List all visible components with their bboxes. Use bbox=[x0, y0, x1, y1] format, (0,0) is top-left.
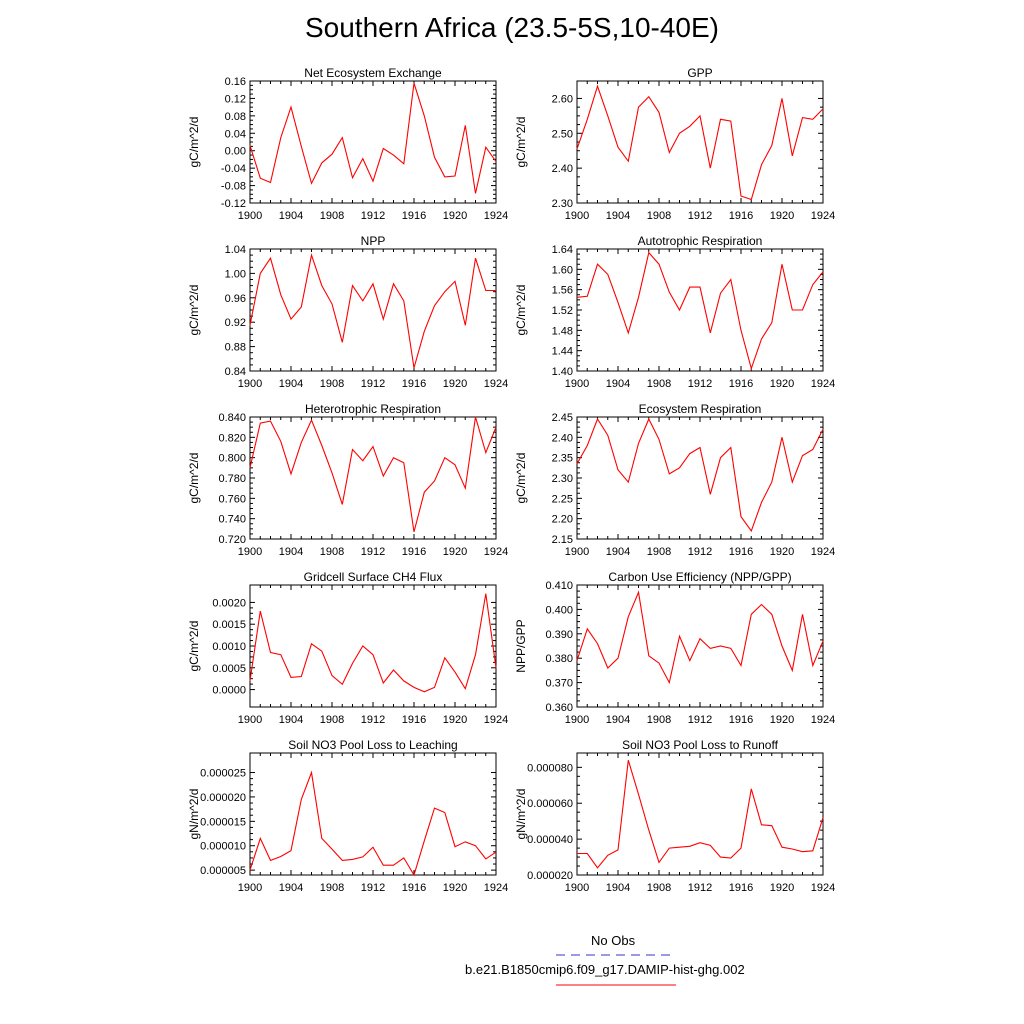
y-tick-label: 2.30 bbox=[551, 198, 573, 210]
x-tick-label: 1908 bbox=[319, 546, 345, 558]
panel-title: Gridcell Surface CH4 Flux bbox=[303, 570, 443, 584]
x-tick-label: 1912 bbox=[687, 210, 713, 222]
plot-frame bbox=[577, 249, 823, 371]
series-line bbox=[577, 419, 823, 531]
y-axis-label: gN/m^2/d bbox=[187, 788, 201, 840]
x-tick-label: 1916 bbox=[728, 546, 754, 558]
y-tick-label: 0.16 bbox=[224, 76, 246, 88]
legend-model-label: b.e21.B1850cmip6.f09_g17.DAMIP-hist-ghg.002 bbox=[465, 962, 745, 977]
x-tick-label: 1900 bbox=[237, 546, 263, 558]
x-tick-label: 1912 bbox=[360, 546, 386, 558]
y-tick-label: 0.370 bbox=[545, 677, 573, 690]
x-tick-label: 1924 bbox=[810, 210, 836, 222]
y-tick-label: 0.000020 bbox=[527, 870, 573, 882]
x-tick-label: 1916 bbox=[728, 882, 754, 894]
y-tick-label: 0.840 bbox=[218, 412, 246, 424]
y-tick-label: 0.760 bbox=[218, 493, 246, 506]
y-axis-label: gC/m^2/d bbox=[187, 620, 201, 672]
panel-title: Soil NO3 Pool Loss to Runoff bbox=[622, 738, 778, 752]
panel-title: Carbon Use Efficiency (NPP/GPP) bbox=[608, 570, 792, 584]
x-tick-label: 1904 bbox=[278, 546, 304, 558]
x-tick-label: 1908 bbox=[646, 210, 672, 222]
y-tick-label: -0.04 bbox=[220, 163, 246, 176]
y-axis-label: NPP/GPP bbox=[514, 619, 528, 673]
y-tick-label: 0.0015 bbox=[212, 619, 246, 632]
y-tick-label: 0.84 bbox=[224, 366, 246, 378]
y-tick-label: 0.0020 bbox=[212, 597, 246, 610]
x-tick-label: 1912 bbox=[687, 714, 713, 726]
series-line bbox=[577, 86, 823, 199]
y-tick-label: 2.40 bbox=[551, 432, 573, 445]
series-line bbox=[250, 83, 496, 193]
chart-panel bbox=[514, 234, 835, 390]
x-tick-label: 1904 bbox=[605, 882, 631, 894]
y-tick-label: 0.000080 bbox=[527, 762, 573, 775]
chart-panel bbox=[514, 402, 835, 558]
y-tick-label: 2.50 bbox=[551, 128, 573, 141]
chart-panel bbox=[187, 738, 508, 894]
x-tick-label: 1912 bbox=[360, 714, 386, 726]
x-tick-label: 1908 bbox=[319, 882, 345, 894]
x-tick-label: 1916 bbox=[401, 714, 427, 726]
chart-panel bbox=[187, 570, 508, 726]
x-tick-label: 1900 bbox=[564, 378, 590, 390]
x-tick-label: 1920 bbox=[769, 882, 795, 894]
x-tick-label: 1908 bbox=[646, 378, 672, 390]
x-tick-label: 1900 bbox=[237, 378, 263, 390]
x-tick-label: 1900 bbox=[237, 882, 263, 894]
plot-frame bbox=[250, 81, 496, 203]
x-tick-label: 1904 bbox=[605, 210, 631, 222]
y-tick-label: 0.740 bbox=[218, 513, 246, 526]
x-tick-label: 1920 bbox=[442, 882, 468, 894]
plot-frame bbox=[577, 81, 823, 203]
series-line bbox=[250, 417, 496, 532]
y-tick-label: 0.000005 bbox=[200, 865, 246, 878]
x-tick-label: 1920 bbox=[769, 714, 795, 726]
panel-title: Net Ecosystem Exchange bbox=[304, 66, 442, 80]
x-tick-label: 1908 bbox=[319, 210, 345, 222]
y-tick-label: -0.08 bbox=[220, 180, 246, 193]
plot-frame bbox=[577, 753, 823, 875]
x-tick-label: 1916 bbox=[401, 210, 427, 222]
x-tick-label: 1924 bbox=[483, 714, 509, 726]
y-tick-label: 2.45 bbox=[551, 412, 573, 424]
x-tick-label: 1924 bbox=[483, 210, 509, 222]
y-tick-label: 0.96 bbox=[224, 292, 246, 305]
x-tick-label: 1916 bbox=[728, 210, 754, 222]
y-tick-label: 2.25 bbox=[551, 493, 573, 506]
x-tick-label: 1912 bbox=[360, 210, 386, 222]
x-tick-label: 1900 bbox=[564, 210, 590, 222]
x-tick-label: 1912 bbox=[687, 378, 713, 390]
y-tick-label: 0.88 bbox=[224, 341, 246, 354]
y-tick-label: 2.20 bbox=[551, 513, 573, 526]
y-axis-label: gC/m^2/d bbox=[187, 116, 201, 168]
x-tick-label: 1900 bbox=[564, 714, 590, 726]
y-tick-label: 0.000010 bbox=[200, 840, 246, 853]
y-tick-label: 0.000060 bbox=[527, 798, 573, 811]
x-tick-label: 1908 bbox=[319, 714, 345, 726]
x-tick-label: 1916 bbox=[728, 378, 754, 390]
panel-title: NPP bbox=[360, 234, 386, 248]
y-tick-label: 2.40 bbox=[551, 163, 573, 176]
plot-frame bbox=[250, 417, 496, 539]
y-tick-label: 0.390 bbox=[545, 628, 573, 641]
panel-title: Heterotrophic Respiration bbox=[304, 402, 442, 416]
x-tick-label: 1916 bbox=[401, 546, 427, 558]
series-line bbox=[250, 255, 496, 368]
x-tick-label: 1916 bbox=[401, 882, 427, 894]
y-tick-label: 1.40 bbox=[551, 366, 573, 378]
series-line bbox=[250, 594, 496, 692]
y-tick-label: 1.56 bbox=[551, 284, 573, 297]
x-tick-label: 1924 bbox=[483, 378, 509, 390]
chart-panel bbox=[514, 66, 835, 222]
panel-title: GPP bbox=[687, 66, 713, 80]
y-tick-label: 0.0000 bbox=[212, 684, 246, 697]
x-tick-label: 1924 bbox=[483, 882, 509, 894]
y-axis-label: gC/m^2/d bbox=[514, 452, 528, 504]
y-tick-label: 0.410 bbox=[545, 580, 573, 592]
x-tick-label: 1908 bbox=[646, 546, 672, 558]
x-tick-label: 1900 bbox=[564, 546, 590, 558]
x-tick-label: 1912 bbox=[360, 378, 386, 390]
x-tick-label: 1912 bbox=[360, 882, 386, 894]
x-tick-label: 1904 bbox=[278, 210, 304, 222]
panel-title: Soil NO3 Pool Loss to Leaching bbox=[288, 738, 458, 752]
series-line bbox=[577, 253, 823, 369]
plot-frame bbox=[250, 585, 496, 707]
y-tick-label: 0.92 bbox=[224, 317, 246, 330]
x-tick-label: 1920 bbox=[442, 714, 468, 726]
y-tick-label: 1.00 bbox=[224, 268, 246, 281]
x-tick-label: 1920 bbox=[442, 210, 468, 222]
y-tick-label: 1.04 bbox=[224, 244, 246, 256]
chart-panel bbox=[187, 234, 508, 390]
y-tick-label: 0.0005 bbox=[212, 662, 246, 675]
y-tick-label: 0.380 bbox=[545, 653, 573, 666]
x-tick-label: 1920 bbox=[442, 546, 468, 558]
plot-frame bbox=[577, 585, 823, 707]
y-tick-label: 0.00 bbox=[224, 145, 246, 158]
y-tick-label: 0.08 bbox=[224, 110, 246, 123]
y-tick-label: 0.720 bbox=[218, 534, 246, 546]
y-tick-label: 1.44 bbox=[551, 345, 573, 358]
series-line bbox=[250, 773, 496, 876]
y-axis-label: gC/m^2/d bbox=[187, 284, 201, 336]
x-tick-label: 1920 bbox=[769, 546, 795, 558]
x-tick-label: 1920 bbox=[442, 378, 468, 390]
x-tick-label: 1912 bbox=[687, 546, 713, 558]
x-tick-label: 1908 bbox=[646, 882, 672, 894]
main-title: Southern Africa (23.5-5S,10-40E) bbox=[304, 12, 719, 43]
plot-frame bbox=[250, 753, 496, 875]
x-tick-label: 1920 bbox=[769, 210, 795, 222]
x-tick-label: 1924 bbox=[810, 546, 836, 558]
x-tick-label: 1920 bbox=[769, 378, 795, 390]
chart-panel bbox=[187, 66, 508, 222]
x-tick-label: 1908 bbox=[319, 378, 345, 390]
x-tick-label: 1924 bbox=[810, 714, 836, 726]
chart-panel bbox=[514, 738, 835, 894]
x-tick-label: 1916 bbox=[401, 378, 427, 390]
y-tick-label: 1.64 bbox=[551, 244, 573, 256]
chart-panel bbox=[187, 402, 508, 558]
x-tick-label: 1900 bbox=[564, 882, 590, 894]
x-tick-label: 1904 bbox=[605, 378, 631, 390]
y-tick-label: 0.000015 bbox=[200, 816, 246, 829]
y-axis-label: gC/m^2/d bbox=[187, 452, 201, 504]
x-tick-label: 1900 bbox=[237, 714, 263, 726]
x-tick-label: 1924 bbox=[483, 546, 509, 558]
x-tick-label: 1904 bbox=[278, 378, 304, 390]
x-tick-label: 1912 bbox=[687, 882, 713, 894]
y-tick-label: 0.800 bbox=[218, 452, 246, 465]
y-tick-label: 0.000040 bbox=[527, 834, 573, 847]
y-tick-label: 0.360 bbox=[545, 702, 573, 714]
y-tick-label: 0.400 bbox=[545, 604, 573, 617]
series-line bbox=[577, 592, 823, 682]
x-tick-label: 1908 bbox=[646, 714, 672, 726]
x-tick-label: 1904 bbox=[278, 714, 304, 726]
y-tick-label: 1.52 bbox=[551, 305, 573, 317]
x-tick-label: 1924 bbox=[810, 882, 836, 894]
x-tick-label: 1900 bbox=[237, 210, 263, 222]
chart-panel bbox=[514, 570, 835, 726]
panel-title: Autotrophic Respiration bbox=[637, 234, 763, 248]
x-tick-label: 1904 bbox=[278, 882, 304, 894]
y-axis-label: gN/m^2/d bbox=[514, 788, 528, 840]
x-tick-label: 1916 bbox=[728, 714, 754, 726]
y-tick-label: 1.60 bbox=[551, 264, 573, 277]
x-tick-label: 1924 bbox=[810, 378, 836, 390]
y-tick-label: 0.820 bbox=[218, 432, 246, 445]
y-axis-label: gC/m^2/d bbox=[514, 116, 528, 168]
y-tick-label: 2.60 bbox=[551, 93, 573, 106]
legend-obs-label: No Obs bbox=[591, 933, 636, 948]
y-tick-label: 0.04 bbox=[224, 128, 246, 141]
plot-frame bbox=[577, 417, 823, 539]
y-tick-label: 0.000020 bbox=[200, 791, 246, 804]
y-tick-label: 2.15 bbox=[551, 534, 573, 546]
y-tick-label: 0.000025 bbox=[200, 767, 246, 780]
x-tick-label: 1904 bbox=[605, 546, 631, 558]
y-tick-label: -0.12 bbox=[220, 198, 246, 210]
y-tick-label: 1.48 bbox=[551, 325, 573, 338]
x-tick-label: 1904 bbox=[605, 714, 631, 726]
y-tick-label: 2.35 bbox=[551, 452, 573, 465]
series-line bbox=[577, 760, 823, 868]
y-tick-label: 0.780 bbox=[218, 473, 246, 485]
y-tick-label: 0.12 bbox=[224, 93, 246, 106]
y-axis-label: gC/m^2/d bbox=[514, 284, 528, 336]
panel-title: Ecosystem Respiration bbox=[638, 402, 762, 416]
y-tick-label: 0.0010 bbox=[212, 641, 246, 653]
y-tick-label: 2.30 bbox=[551, 473, 573, 485]
